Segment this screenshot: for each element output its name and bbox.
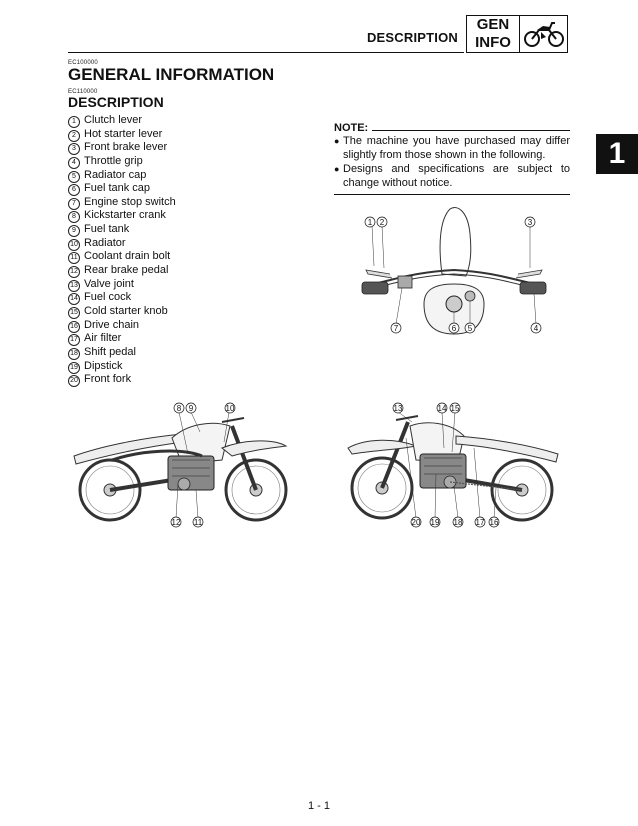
parts-list (68, 114, 176, 387)
parts-list-item (68, 128, 176, 142)
svg-text:20: 20 (411, 518, 421, 527)
part-number-badge: 10 (68, 239, 80, 251)
chapter-tab: 1 (596, 134, 638, 174)
part-label: Throttle grip (84, 154, 143, 167)
callout-2 (377, 217, 387, 227)
svg-text:3: 3 (527, 218, 533, 227)
parts-list-item (68, 196, 176, 210)
parts-list-item (68, 264, 176, 278)
part-label: Kickstarter crank (84, 209, 166, 222)
part-label: Fuel cock (84, 291, 132, 304)
motorcycle-right-side-diagram (72, 398, 294, 536)
callout-6 (449, 323, 459, 333)
callout-5 (465, 323, 475, 333)
parts-list-item (68, 346, 176, 360)
part-label: Hot starter lever (84, 127, 163, 140)
parts-list-item (68, 332, 176, 346)
parts-list-item (68, 291, 176, 305)
part-number-badge: 15 (68, 307, 80, 319)
note-item: ● The machine you have purchased may differ slightly from those shown in the following. (334, 135, 570, 161)
svg-text:14: 14 (437, 404, 447, 413)
callout-19 (430, 517, 440, 527)
subsection-code: EC110000 (68, 89, 98, 95)
part-number-badge: 5 (68, 171, 80, 183)
part-label: Front fork (84, 373, 132, 386)
part-label: Fuel tank (84, 223, 130, 236)
bullet-icon: ● (334, 136, 340, 146)
parts-list-item (68, 182, 176, 196)
handlebar-diagram (354, 204, 554, 344)
svg-text:8: 8 (176, 404, 182, 413)
parts-list-item (68, 360, 176, 374)
part-number-badge: 16 (68, 321, 80, 333)
part-label: Fuel tank cap (84, 182, 151, 195)
part-label: Drive chain (84, 318, 140, 331)
svg-text:7: 7 (393, 324, 399, 333)
parts-list-item (68, 373, 176, 387)
parts-list-item (68, 141, 176, 155)
part-label: Clutch lever (84, 114, 143, 126)
svg-text:1: 1 (367, 218, 373, 227)
part-label: Front brake lever (84, 141, 168, 154)
callout-10 (225, 403, 235, 413)
part-number-badge: 19 (68, 362, 80, 374)
note-rule-bottom (334, 194, 570, 195)
part-number-badge: 8 (68, 211, 80, 223)
callout-15 (450, 403, 460, 413)
svg-text:18: 18 (453, 518, 463, 527)
part-number-badge: 12 (68, 266, 80, 278)
part-number-badge: 3 (68, 143, 80, 155)
part-label: Valve joint (84, 277, 134, 290)
part-label: Coolant drain bolt (84, 250, 171, 263)
part-label: Shift pedal (84, 345, 136, 358)
part-label: Radiator (84, 236, 126, 249)
parts-list-item (68, 237, 176, 251)
callout-9 (186, 403, 196, 413)
parts-list-item (68, 305, 176, 319)
parts-list-item (68, 169, 176, 183)
callout-7 (391, 323, 401, 333)
tab-label-info: INFO (475, 34, 511, 51)
part-number-badge: 17 (68, 334, 80, 346)
svg-text:10: 10 (225, 404, 235, 413)
subsection-title: DESCRIPTION (68, 94, 164, 110)
header-rule (68, 52, 464, 53)
parts-list-item (68, 319, 176, 333)
parts-list-item (68, 223, 176, 237)
part-label: Cold starter knob (84, 304, 168, 317)
part-number-badge: 1 (68, 116, 80, 128)
parts-list-item (68, 155, 176, 169)
part-number-badge: 2 (68, 130, 80, 142)
section-title: DESCRIPTION (366, 30, 458, 45)
parts-list-item (68, 209, 176, 223)
svg-text:4: 4 (533, 324, 539, 333)
part-label: Dipstick (84, 359, 123, 372)
part-label: Radiator cap (84, 168, 147, 181)
part-number-badge: 20 (68, 375, 80, 387)
callout-12 (171, 517, 181, 527)
parts-list-item (68, 250, 176, 264)
svg-text:12: 12 (171, 518, 181, 527)
callout-18 (453, 517, 463, 527)
callout-13 (393, 403, 403, 413)
part-number-badge: 6 (68, 184, 80, 196)
note-rule-top (372, 130, 570, 131)
callout-8 (174, 403, 184, 413)
svg-text:9: 9 (188, 404, 194, 413)
part-label: Engine stop switch (84, 195, 176, 208)
callout-3 (525, 217, 535, 227)
svg-text:15: 15 (450, 404, 460, 413)
part-number-badge: 14 (68, 293, 80, 305)
svg-text:6: 6 (451, 324, 457, 333)
callout-1 (365, 217, 375, 227)
svg-text:17: 17 (475, 518, 485, 527)
note-item: ● Designs and specifications are subject to change without notice. (334, 163, 570, 189)
callout-11 (193, 517, 203, 527)
motorcycle-icon (523, 19, 565, 49)
part-number-badge: 18 (68, 348, 80, 360)
bullet-icon: ● (334, 164, 340, 174)
section-tab-box (466, 15, 568, 53)
note-list (334, 134, 570, 190)
section-code: EC100000 (68, 60, 98, 66)
svg-text:16: 16 (489, 518, 499, 527)
page-number: 1 - 1 (307, 800, 330, 812)
svg-text:19: 19 (430, 518, 440, 527)
tab-label-gen: GEN (476, 16, 510, 33)
part-label: Air filter (84, 332, 122, 345)
svg-text:2: 2 (379, 218, 385, 227)
parts-list-item (68, 278, 176, 292)
motorcycle-left-side-diagram (346, 398, 560, 536)
callout-16 (489, 517, 499, 527)
svg-text:11: 11 (193, 518, 203, 527)
callout-20 (411, 517, 421, 527)
callout-14 (437, 403, 447, 413)
page-title: GENERAL INFORMATION (68, 65, 275, 84)
svg-text:5: 5 (467, 324, 473, 333)
callout-4 (531, 323, 541, 333)
part-label: Rear brake pedal (84, 264, 169, 277)
part-number-badge: 7 (68, 198, 80, 210)
callout-17 (475, 517, 485, 527)
part-number-badge: 13 (68, 280, 80, 292)
part-number-badge: 9 (68, 225, 80, 237)
part-number-badge: 11 (68, 252, 80, 264)
parts-list-item (68, 114, 176, 128)
note-label: NOTE: (334, 122, 369, 134)
tab-divider (519, 16, 520, 52)
svg-text:13: 13 (393, 404, 403, 413)
part-number-badge: 4 (68, 157, 80, 169)
